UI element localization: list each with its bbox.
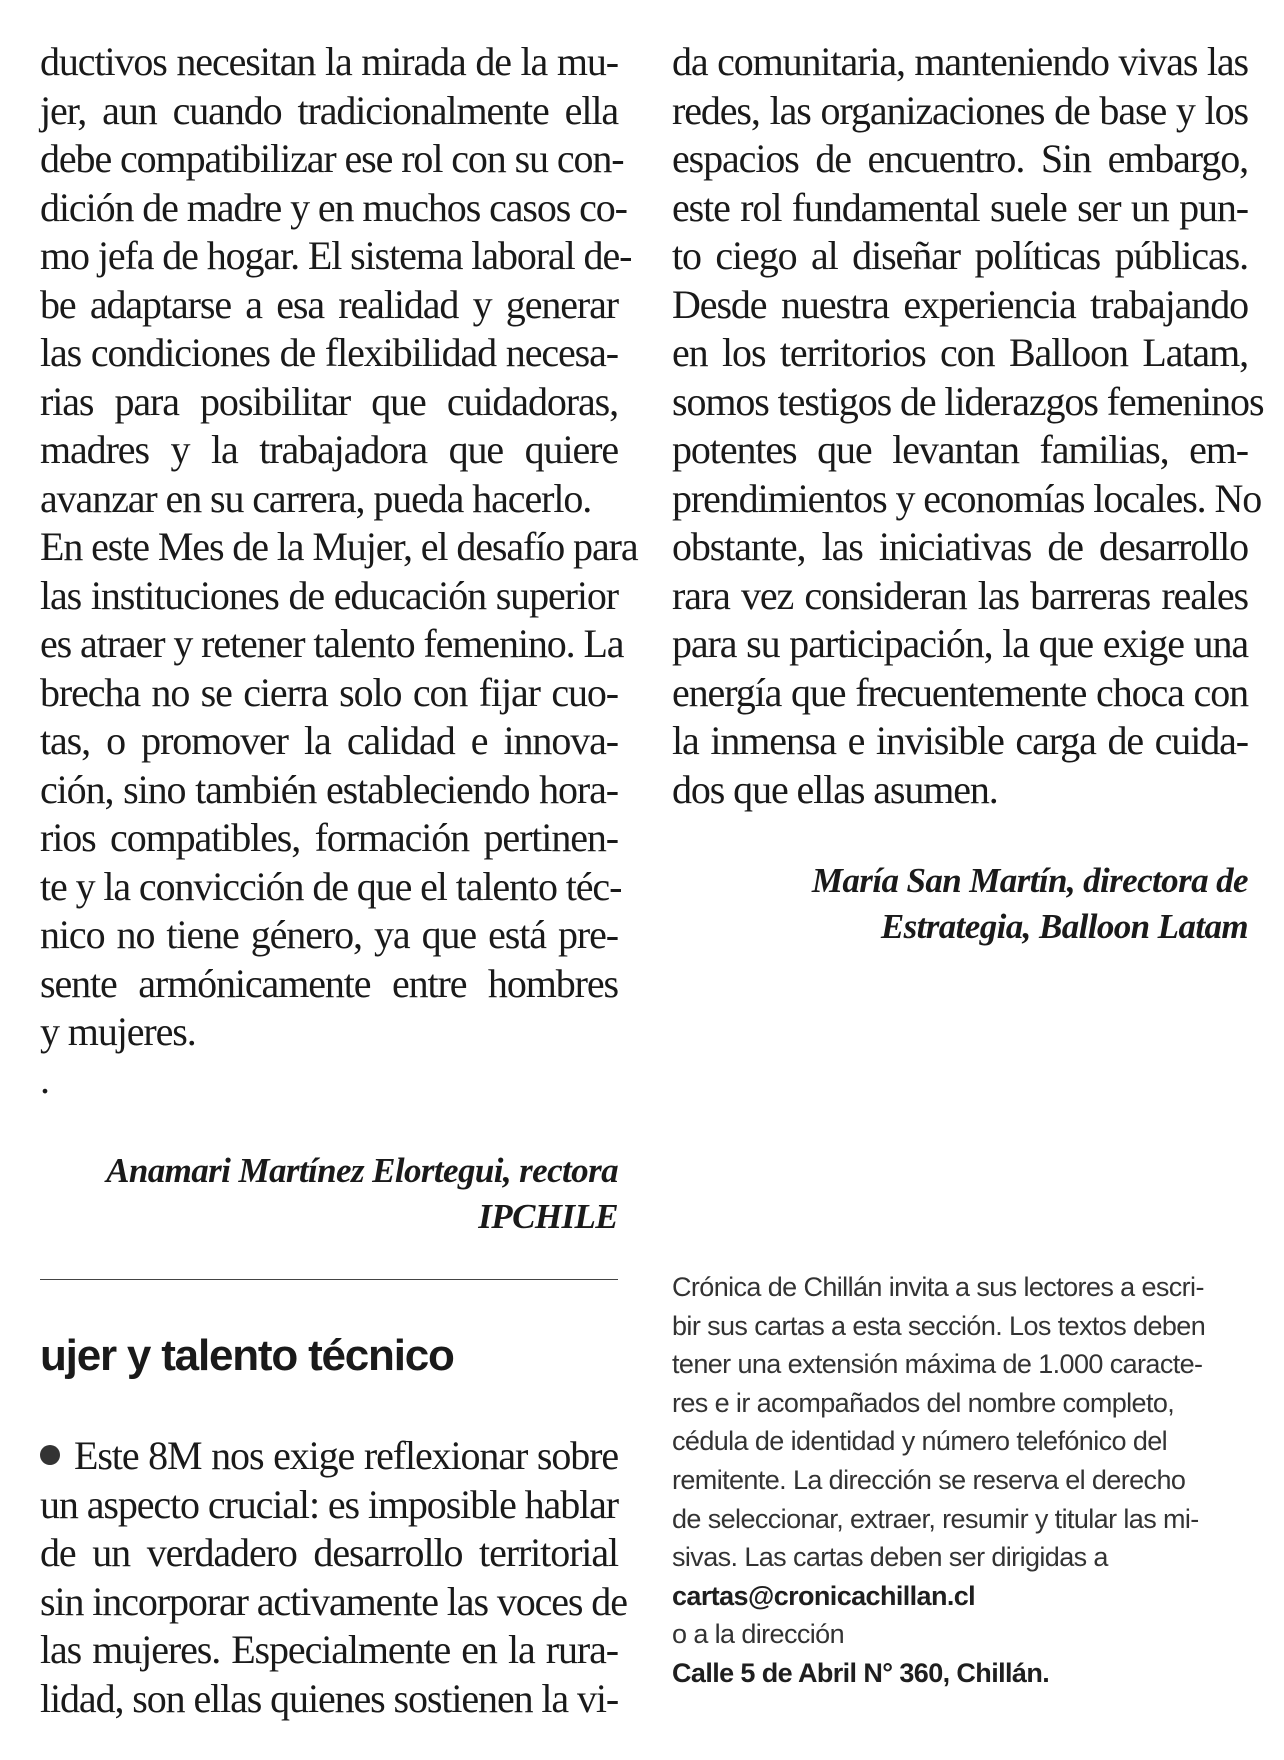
text-line: y mujeres. — [40, 1009, 196, 1054]
text-line: potentes que levantan familias, em- — [672, 427, 1248, 472]
text-line: dición de madre y en muchos casos co- — [40, 184, 627, 230]
text-line: da comunitaria, manteniendo vivas las — [672, 39, 1248, 84]
text-line: rara vez consideran las barreras reales — [672, 572, 1248, 618]
text-line: prendimientos y economías locales. No — [672, 475, 1262, 521]
signature-line: Estrategia, Balloon Latam — [880, 907, 1248, 946]
text-line: las mujeres. Especialmente en la rura- — [40, 1627, 618, 1672]
text-line: para su participación, la que exige una — [672, 621, 1248, 666]
letter-2-body — [40, 1432, 627, 1723]
letter-2-continuation — [672, 38, 1264, 814]
text-line: Desde nuestra experiencia trabajando — [672, 281, 1248, 327]
text-line: mo jefa de hogar. El sistema laboral de- — [40, 233, 632, 278]
text-line: avanzar en su carrera, pueda hacerlo. — [40, 475, 592, 521]
reader-notice — [672, 1268, 1242, 1693]
notice-or: o a la dirección — [672, 1619, 845, 1650]
text-line: espacios de encuentro. Sin embargo, — [672, 136, 1248, 181]
signature-line: Anamari Martínez Elortegui, rectora — [106, 1151, 618, 1190]
text-line: brecha no se cierra solo con fijar cuo- — [40, 669, 618, 715]
notice-line: sivas. Las cartas deben ser dirigidas a — [672, 1542, 1108, 1573]
text-line: jer, aun cuando tradicionalmente ella — [40, 87, 618, 133]
text-line: to ciego al diseñar políticas públicas. — [672, 233, 1248, 278]
letter-1-signature — [40, 1148, 618, 1240]
bullet-icon — [40, 1445, 60, 1465]
text-line: las instituciones de educación superior — [40, 572, 618, 618]
stray-dot: . — [40, 1057, 50, 1102]
text-line: un aspecto crucial: es imposible hablar — [40, 1481, 618, 1527]
notice-line: cédula de identidad y número telefónico del — [672, 1426, 1168, 1457]
text-line: rios compatibles, formación pertinen- — [40, 815, 618, 860]
text-line: somos testigos de liderazgos femeninos — [672, 378, 1264, 424]
text-line: de un verdadero desarrollo territorial — [40, 1530, 618, 1575]
text-line: madres y la trabajadora que quiere — [40, 427, 618, 472]
text-line: rias para posibilitar que cuidadoras, — [40, 378, 618, 424]
text-line: be adaptarse a esa realidad y generar — [40, 281, 618, 327]
letter-1-body — [40, 38, 638, 1057]
text-line: en los territorios con Balloon Latam, — [672, 330, 1248, 375]
text-line: la inmensa e invisible carga de cuida- — [672, 718, 1248, 763]
text-line: debe compatibilizar ese rol con su con- — [40, 136, 624, 181]
text-line: sin incorporar activamente las voces de — [40, 1578, 627, 1624]
notice-line: tener una extensión máxima de 1.000 caracte- — [672, 1349, 1203, 1380]
notice-line: res e ir acompañados del nombre completo, — [672, 1387, 1175, 1418]
text-line: redes, las organizaciones de base y los — [672, 87, 1248, 133]
text-line: ción, sino también estableciendo hora- — [40, 766, 618, 812]
text-line: lidad, son ellas quienes sostienen la vi- — [40, 1675, 619, 1721]
notice-line: Crónica de Chillán invita a sus lectores a escri- — [672, 1272, 1204, 1302]
text-line: energía que frecuentemente choca con — [672, 669, 1248, 715]
text-line: este rol fundamental suele ser un pun- — [672, 184, 1248, 230]
text-line — [40, 1432, 618, 1481]
text-line: obstante, las iniciativas de desarrollo — [672, 524, 1248, 569]
text-line: es atraer y retener talento femenino. La — [40, 621, 624, 666]
text-line: nico no tiene género, ya que está pre- — [40, 912, 618, 957]
text-line-content: Este 8M nos exige reflexionar sobre — [74, 1433, 618, 1478]
text-line: dos que ellas asumen. — [672, 766, 998, 812]
notice-address: Calle 5 de Abril N° 360, Chillán. — [672, 1657, 1050, 1688]
letter-2-signature — [672, 858, 1248, 950]
letter-2-headline: ujer y talento técnico — [40, 1331, 454, 1380]
text-line: sente armónicamente entre hombres — [40, 960, 618, 1006]
notice-line: bir sus cartas a esta sección. Los textos deben — [672, 1310, 1206, 1341]
notice-line: de seleccionar, extraer, resumir y titular las mi- — [672, 1503, 1199, 1534]
text-line: En este Mes de la Mujer, el desafío para — [40, 524, 638, 569]
notice-email: cartas@cronicachillan.cl — [672, 1580, 976, 1611]
section-divider — [40, 1279, 618, 1280]
text-line: te y la convicción de que el talento téc- — [40, 863, 622, 909]
notice-line: remitente. La dirección se reserva el derecho — [672, 1464, 1186, 1495]
text-line: las condiciones de flexibilidad necesa- — [40, 330, 618, 375]
text-line: tas, o promover la calidad e innova- — [40, 718, 618, 763]
signature-line: María San Martín, directora de — [811, 861, 1248, 900]
signature-line: IPCHILE — [478, 1197, 618, 1236]
text-line: ductivos necesitan la mirada de la mu- — [40, 39, 618, 84]
